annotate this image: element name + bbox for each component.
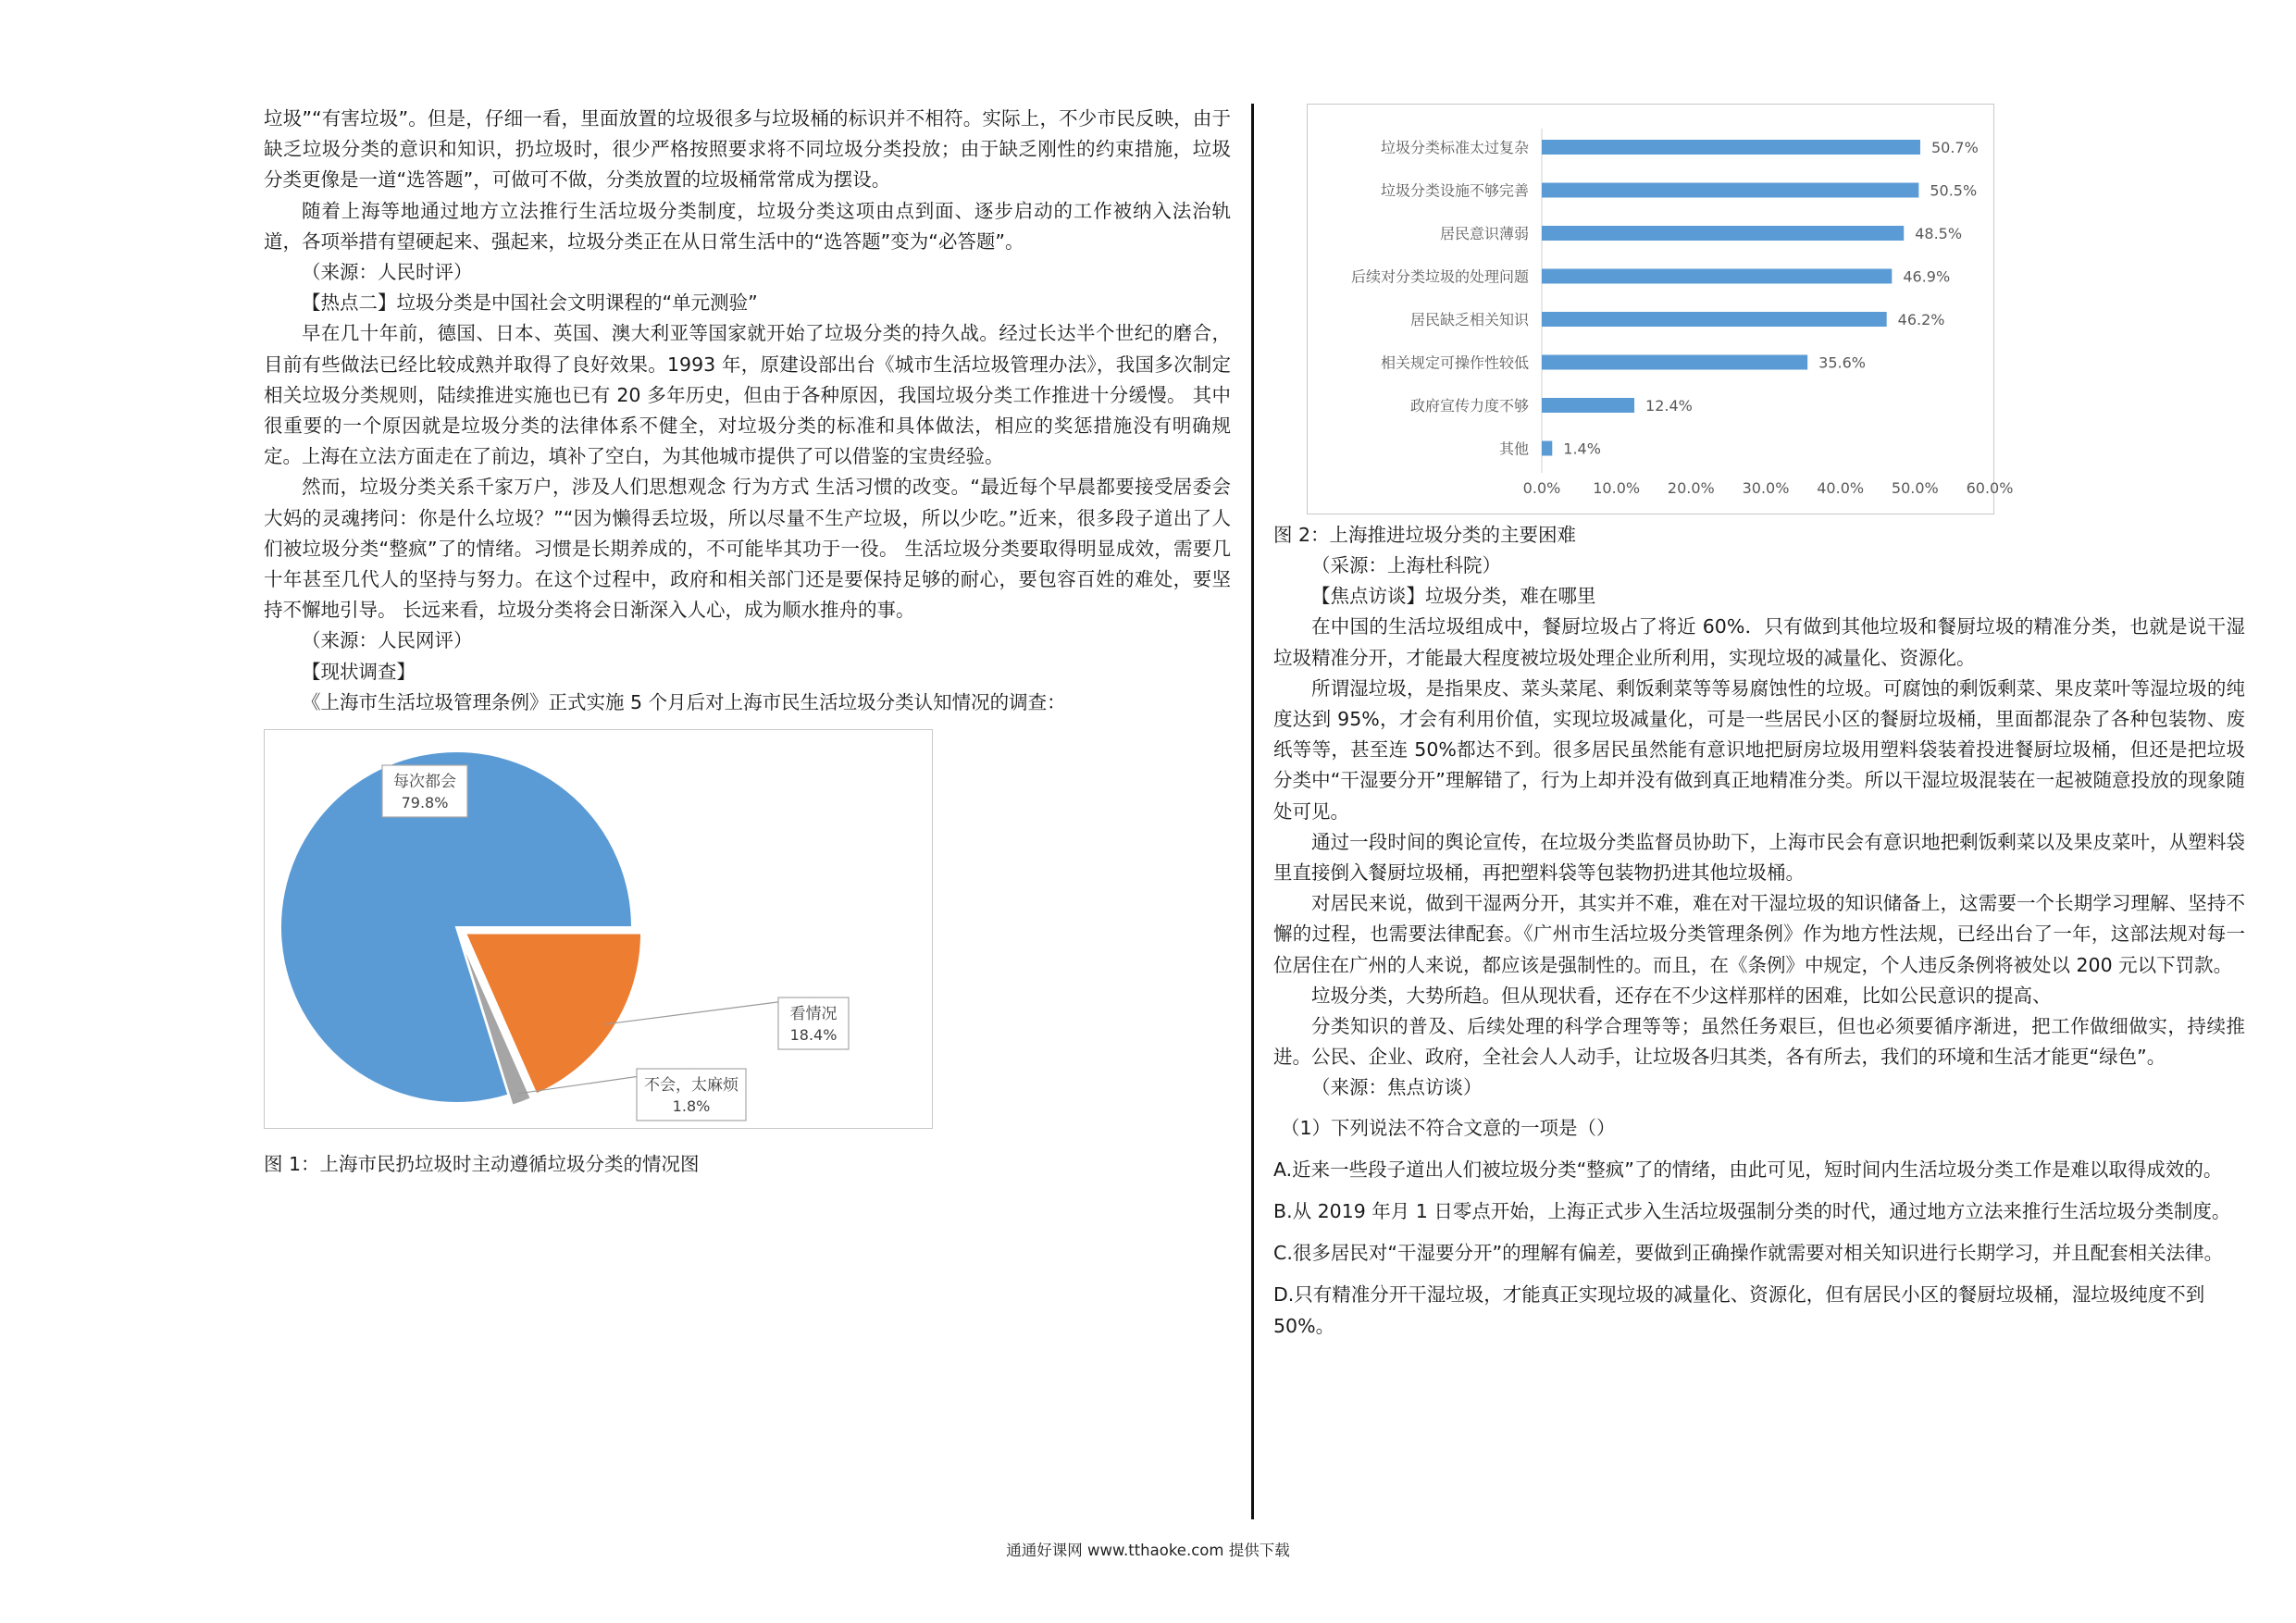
x-tick-label: 20.0% — [1667, 479, 1715, 497]
bar-chart-frame — [1307, 104, 2014, 514]
paragraph: 通过一段时间的舆论宣传，在垃圾分类监督员协助下，上海市民会有意识地把剩饭剩菜以及果皮菜叶，从塑料袋里直接倒入餐厨垃圾桶，再把塑料袋等包装物扔进其他垃圾桶。 — [1273, 830, 2245, 885]
figure-caption: 图 1：上海市民扔垃圾时主动遵循垃圾分类的情况图 — [264, 1153, 700, 1176]
bar — [1542, 226, 1904, 241]
category-label: 居民意识薄弱 — [1439, 225, 1529, 242]
x-tick-label: 60.0% — [1966, 479, 2014, 497]
pie-chart — [265, 730, 932, 1128]
option-d: D.只有精准分开干湿垃圾，才能真正实现垃圾的减量化、资源化，但有居民小区的餐厨垃圾桶，湿垃圾纯度不到 50%。 — [1273, 1283, 2205, 1337]
paragraph: 所谓湿垃圾，是指果皮、菜头菜尾、剩饭剩菜等等易腐蚀性的垃圾。可腐蚀的剩饭剩菜、果皮菜叶等湿垃圾的纯度达到 95%，才会有利用价值，实现垃圾减量化，可是一些居民小区的餐厨垃圾桶，里面都混杂了各种包装物、废纸等等，甚至连 50%都达不到。很多居民虽然能有意识地把厨房垃圾用塑料袋装着投进餐厨垃圾桶，但还是把垃圾分类中“干湿要分开”理解错了，行为上却并没有做到真正地精准分类。所以干湿垃圾混装在一起被随意投放的现象随处可见。 — [1273, 676, 2245, 823]
bar — [1542, 355, 1807, 370]
bar — [1542, 312, 1887, 327]
paragraph: 然而，垃圾分类关系千家万户，涉及人们思想观念 行为方式 生活习惯的改变。“最近每个早晨都要接受居委会大妈的灵魂拷问：你是什么垃圾？”“因为懒得丢垃圾，所以尽量不生产垃圾，所以少吃。”近来，很多段子道出了人们被垃圾分类“整疯”了的情绪。习惯是长期养成的，不可能毕其功于一役。 生活垃圾分类要取得明显成效，需要几十年甚至几代人的坚持与努力。在这个过程中，政府和相关部门还是要保持足够的耐心，要包容百姓的难处，要坚持不懈地引导。 长远来看，垃圾分类将会日渐深入人心，成为顺水推舟的事。 — [264, 476, 1231, 622]
bar — [1542, 183, 1918, 198]
x-tick-label: 10.0% — [1593, 479, 1641, 497]
source-note: （采源：上海杜科院） — [1311, 554, 1501, 576]
category-label: 其他 — [1498, 440, 1529, 458]
slice-label: 看情况 — [789, 1005, 838, 1024]
paragraph: 早在几十年前，德国、日本、英国、澳大利亚等国家就开始了垃圾分类的持久战。经过长达半个世纪的磨合，目前有些做法已经比较成熟并取得了良好效果。1993 年，原建设部出台《城市生活垃圾管理办法》，我国多次制定相关垃圾分类规则，陆续推进实施也已有 20 多年历史，但由于各种原因，我国垃圾分类工作推进十分缓慢。 其中很重要的一个原因就是垃圾分类的法律体系不健全，对垃圾分类的标准和具体做法，相应的奖惩措施没有明确规定。上海在立法方面走在了前边，填补了空白，为其他城市提供了可以借鉴的宝贵经验。 — [264, 322, 1231, 468]
column-divider — [1251, 104, 1254, 1519]
left-column — [264, 104, 1231, 1180]
slice-value-label: 18.4% — [789, 1026, 838, 1045]
section-heading: 【热点二】垃圾分类是中国社会文明课程的“单元测验” — [302, 291, 758, 315]
paragraph: 随着上海等地通过地方立法推行生活垃圾分类制度，垃圾分类这项由点到面、逐步启动的工作被纳入法治轨道，各项举措有望硬起来、强起来，垃圾分类正在从日常生活中的“选答题”变为“必答题”。 — [264, 199, 1231, 253]
category-label: 政府宣传力度不够 — [1409, 397, 1529, 415]
category-label: 垃圾分类设施不够完善 — [1380, 181, 1529, 200]
slice-value-label: 1.8% — [672, 1097, 711, 1116]
bar — [1542, 398, 1634, 413]
category-label: 居民缺乏相关知识 — [1409, 311, 1529, 328]
x-tick-label: 30.0% — [1742, 479, 1790, 497]
source-note: （来源：焦点访谈） — [1311, 1076, 1483, 1099]
bar — [1542, 140, 1920, 155]
x-tick-label: 50.0% — [1891, 479, 1939, 497]
section-heading: 【焦点访谈】垃圾分类，难在哪里 — [1311, 585, 1596, 608]
bar-chart — [1308, 105, 2014, 514]
source-note: （来源：人民时评） — [302, 261, 473, 284]
data-label: 48.5% — [1915, 225, 1963, 242]
pie-chart-frame — [264, 729, 933, 1129]
section-heading: 【现状调查】 — [302, 660, 416, 683]
figure-caption: 图 2：上海推进垃圾分类的主要困难 — [1273, 524, 1577, 546]
option-b: B.从 2019 年月 1 日零点开始，上海正式步入生活垃圾强制分类的时代，通过地方立法来推行生活垃圾分类制度。 — [1273, 1200, 2231, 1223]
data-label: 46.2% — [1897, 311, 1945, 328]
option-c: C.很多居民对“干湿要分开”的理解有偏差，要做到正确操作就需要对相关知识进行长期学习，并且配套相关法律。 — [1273, 1242, 2224, 1265]
bar — [1542, 441, 1552, 456]
category-label: 后续对分类垃圾的处理问题 — [1350, 267, 1529, 286]
slice-label: 不会，太麻烦 — [644, 1076, 738, 1096]
category-label: 相关规定可操作性较低 — [1380, 353, 1529, 372]
slice-label: 每次都会 — [393, 773, 456, 792]
source-note: （来源：人民网评） — [302, 629, 473, 652]
option-a: A.近来一些段子道出人们被垃圾分类“整疯”了的情绪，由此可见，短时间内生活垃圾分类工作是难以取得成效的。 — [1273, 1158, 2223, 1181]
data-label: 46.9% — [1903, 267, 1951, 286]
x-tick-label: 0.0% — [1522, 479, 1561, 497]
paragraph: 垃圾”“有害垃圾”。但是，仔细一看，里面放置的垃圾很多与垃圾桶的标识并不相符。实际上，不少市民反映，由于缺乏垃圾分类的意识和知识，扔垃圾时，很少严格按照要求将不同垃圾分类投放；由于缺乏刚性的约束措施，垃圾分类更像是一道“选答题”，可做可不做，分类放置的垃圾桶常常成为摆设。 — [264, 107, 1231, 192]
data-label: 1.4% — [1563, 440, 1601, 458]
question-stem: （1）下列说法不符合文意的一项是（） — [1281, 1116, 1616, 1139]
bar — [1542, 269, 1892, 284]
right-column — [1273, 104, 2245, 1342]
data-label: 35.6% — [1818, 353, 1867, 372]
data-label: 12.4% — [1645, 397, 1693, 415]
paragraph: 对居民来说，做到干湿两分开，其实并不难，难在对干湿垃圾的知识储备上，这需要一个长期学习理解、坚持不懈的过程，也需要法律配套。《广州市生活垃圾分类管理条例》作为地方性法规，已经出台了一年，这部法规对每一位居住在广州的人来说，都应该是强制性的。而且，在《条例》中规定，个人违反条例将被处以 200 元以下罚款。 — [1273, 892, 2245, 976]
paragraph: 在中国的生活垃圾组成中，餐厨垃圾占了将近 60%．只有做到其他垃圾和餐厨垃圾的精准分类，也就是说干湿垃圾精准分开，才能最大程度被垃圾处理企业所利用，实现垃圾的减量化、资源化。 — [1273, 615, 2245, 669]
data-label: 50.5% — [1930, 181, 1978, 200]
data-label: 50.7% — [1930, 139, 1979, 156]
page-footer: 通通好课网 www.tthaoke.com 提供下载 — [1006, 1542, 1290, 1559]
paragraph: 《上海市生活垃圾管理条例》正式实施 5 个月后对上海市民生活垃圾分类认知情况的调查： — [302, 690, 1066, 713]
paragraph: 垃圾分类，大势所趋。但从现状看，还存在不少这样那样的困难，比如公民意识的提高、 — [1311, 984, 2052, 1007]
paragraph: 分类知识的普及、后续处理的科学合理等等；虽然任务艰巨，但也必须要循序渐进，把工作做细做实，持续推进。公民、企业、政府，全社会人人动手，让垃圾各归其类，各有所去，我们的环境和生活才能更“绿色”。 — [1273, 1015, 2245, 1069]
x-tick-label: 40.0% — [1817, 479, 1865, 497]
category-label: 垃圾分类标准太过复杂 — [1380, 139, 1529, 156]
slice-value-label: 79.8% — [401, 794, 449, 812]
